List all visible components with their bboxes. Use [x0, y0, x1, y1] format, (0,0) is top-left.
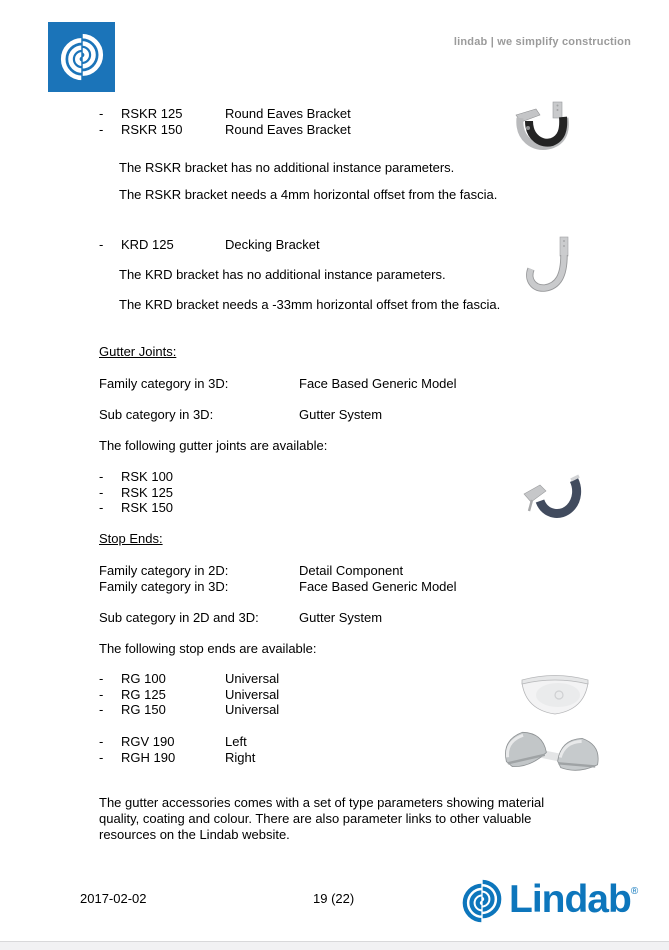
list-item	[99, 750, 519, 766]
rsk-gutter-joint-image	[518, 472, 582, 522]
list-item	[99, 702, 519, 718]
gutter-joints-heading: Gutter Joints:	[99, 344, 177, 359]
lindab-spiral-icon	[460, 879, 504, 923]
product-code: RGV 190	[121, 734, 175, 749]
product-code: RG 150	[121, 702, 166, 717]
list-item	[99, 485, 519, 501]
krd-note: The KRD bracket needs a -33mm horizontal offset from the fascia.	[119, 297, 501, 312]
header-tagline: lindab | we simplify construction	[453, 36, 631, 48]
krd-bracket-list	[99, 237, 519, 253]
list-item	[99, 687, 519, 703]
lindab-wordmark	[509, 877, 639, 921]
param-row	[99, 376, 529, 392]
param-value: Face Based Generic Model	[299, 579, 457, 594]
closing-paragraph: The gutter accessories comes with a set of type parameters showing material quality, coating and colour. There are also parameter links to other valuable resources on the Lindab website.	[99, 795, 545, 842]
list-dash: -	[99, 749, 104, 765]
krd-note: The KRD bracket has no additional instance parameters.	[119, 267, 446, 282]
product-desc: Universal	[225, 686, 280, 702]
stop-end-side-list	[99, 734, 519, 765]
list-dash: -	[99, 500, 104, 515]
list-item	[99, 671, 519, 687]
footer-date: 2017-02-02	[80, 891, 147, 906]
list-dash: -	[99, 686, 104, 702]
list-dash: -	[99, 106, 104, 121]
param-label: Sub category in 3D:	[99, 407, 214, 422]
list-item	[99, 106, 519, 122]
list-dash: -	[99, 237, 104, 252]
param-value: Gutter System	[299, 407, 383, 422]
lindab-footer-logo	[460, 879, 638, 923]
product-code: KRD 125	[121, 237, 174, 252]
list-dash: -	[99, 121, 104, 137]
lindab-logo-mark	[48, 22, 115, 92]
product-desc: Round Eaves Bracket	[225, 106, 351, 121]
list-item	[99, 237, 519, 253]
product-desc: Universal	[225, 671, 280, 686]
list-dash: -	[99, 671, 104, 686]
param-label: Family category in 3D:	[99, 579, 229, 594]
param-value: Detail Component	[299, 563, 404, 578]
stop-end-list	[99, 671, 519, 718]
rg-stop-end-image	[518, 668, 592, 718]
rskr-bracket-image	[512, 101, 576, 153]
param-rows	[99, 563, 529, 595]
product-desc: Round Eaves Bracket	[225, 121, 351, 137]
gutter-joint-list	[99, 469, 519, 516]
param-row	[99, 610, 529, 626]
product-desc: Universal	[225, 702, 280, 717]
list-dash: -	[99, 734, 104, 749]
param-value: Face Based Generic Model	[299, 376, 457, 391]
product-code: RSKR 125	[121, 106, 183, 121]
rskr-note: The RSKR bracket has no additional instance parameters.	[119, 160, 455, 175]
list-dash: -	[99, 469, 104, 484]
list-item	[99, 122, 519, 138]
krd-bracket-image	[524, 236, 576, 294]
param-row	[99, 563, 529, 579]
product-code: RSKR 150	[121, 121, 183, 137]
product-code: RG 125	[121, 686, 166, 702]
param-row	[99, 579, 529, 595]
rgv-rgh-stop-ends-image	[502, 724, 602, 782]
product-desc: Right	[225, 749, 256, 765]
product-desc: Left	[225, 734, 247, 749]
list-item	[99, 734, 519, 750]
rskr-note: The RSKR bracket needs a 4mm horizontal offset from the fascia.	[119, 187, 498, 202]
list-dash: -	[99, 484, 104, 500]
param-label: Family category in 2D:	[99, 563, 229, 578]
product-code: RSK 100	[121, 469, 174, 484]
lindab-brand-text: Lindab	[509, 877, 631, 921]
param-label: Family category in 3D:	[99, 376, 229, 391]
rskr-bracket-list	[99, 106, 519, 137]
param-label: Sub category in 2D and 3D:	[99, 610, 259, 625]
product-desc: Decking Bracket	[225, 237, 320, 252]
param-row	[99, 407, 529, 423]
stop-ends-intro: The following stop ends are available:	[99, 641, 317, 656]
stop-ends-heading: Stop Ends:	[99, 531, 163, 546]
registered-mark: ®	[630, 885, 639, 897]
list-item	[99, 469, 519, 485]
product-code: RG 100	[121, 671, 166, 686]
list-item	[99, 500, 519, 516]
gutter-joints-intro: The following gutter joints are available:	[99, 438, 328, 453]
footer-page-number: 19 (22)	[313, 891, 355, 906]
product-code: RGH 190	[121, 749, 176, 765]
page-bottom-edge	[0, 941, 669, 950]
product-code: RSK 125	[121, 484, 174, 500]
product-code: RSK 150	[121, 500, 174, 515]
list-dash: -	[99, 702, 104, 717]
param-value: Gutter System	[299, 610, 383, 625]
lindab-spiral-icon	[58, 33, 106, 81]
